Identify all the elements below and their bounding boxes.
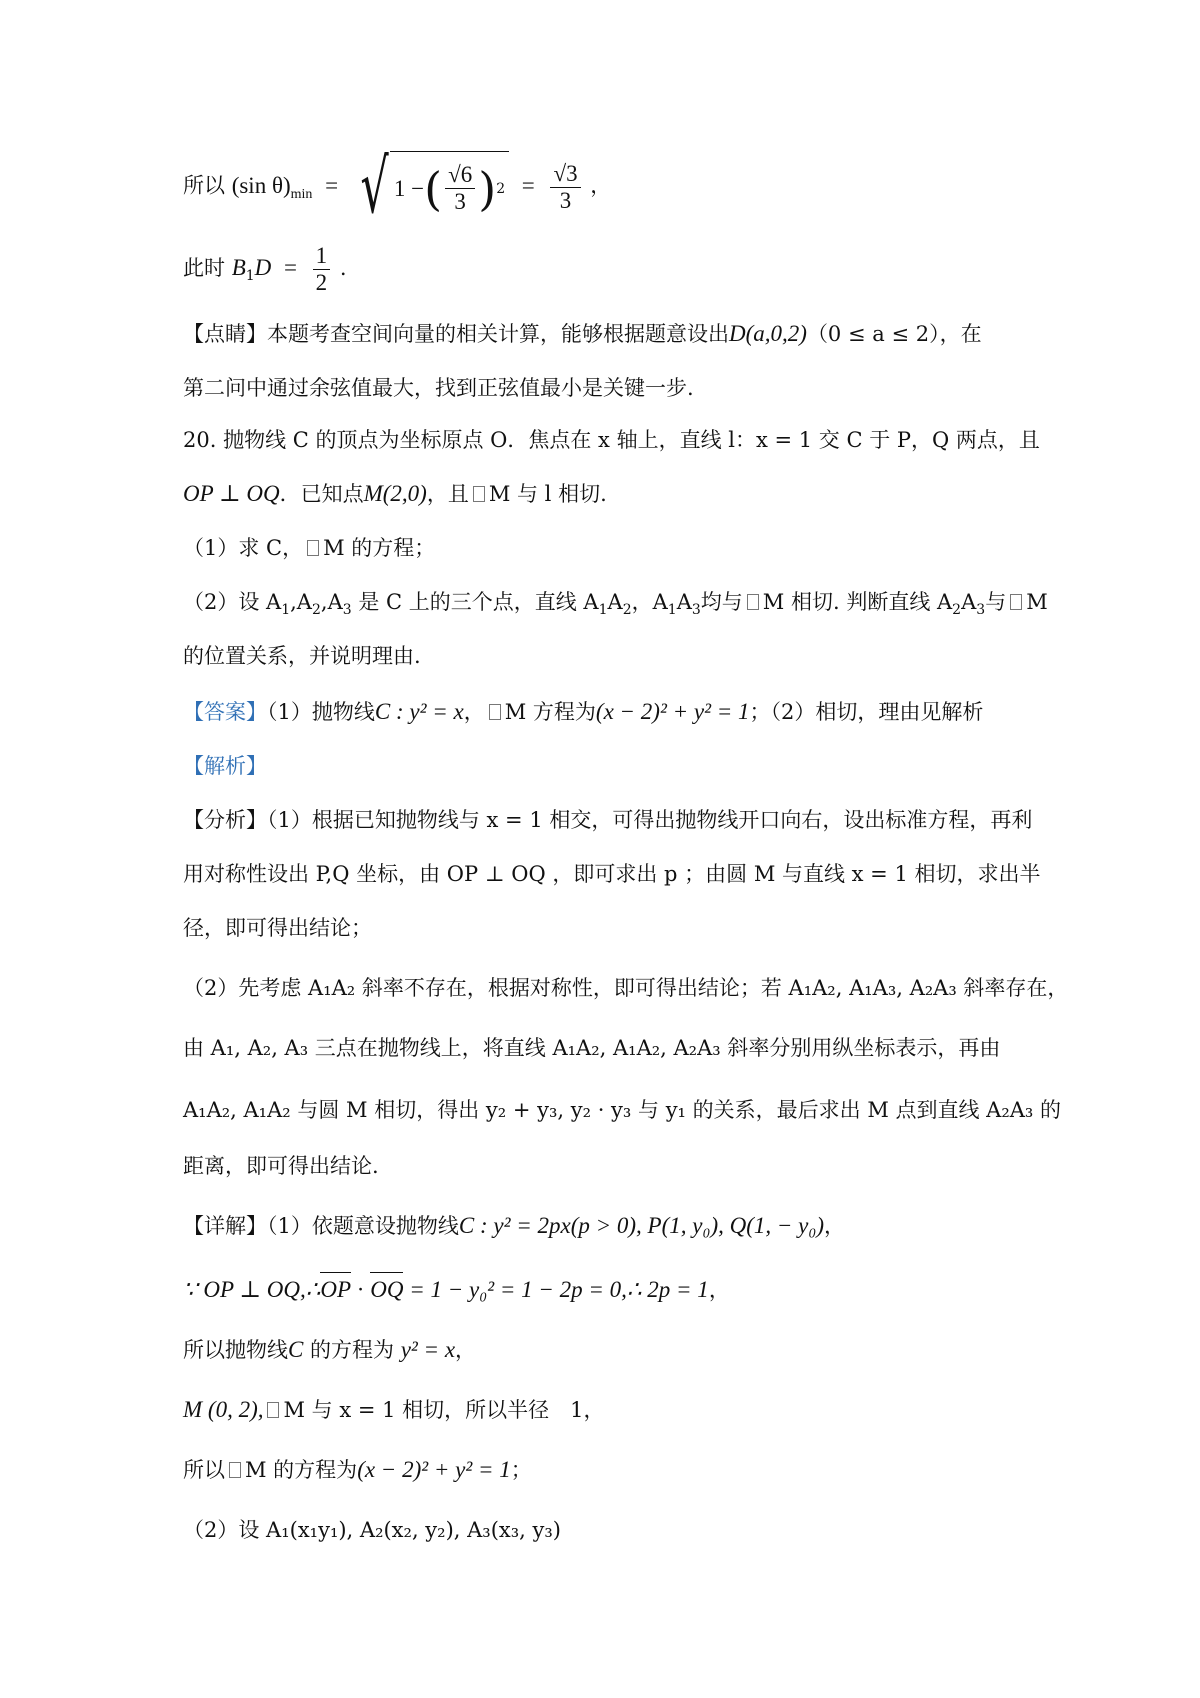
equals-sign-2: =: [521, 172, 535, 198]
text: 的位置关系，并说明理由.: [183, 644, 421, 668]
text: ，: [455, 1338, 477, 1362]
xiangjie-line3: [183, 1334, 476, 1366]
text: M 的方程为: [245, 1458, 358, 1482]
sub: 1: [667, 602, 677, 618]
text: A: [676, 590, 692, 614]
expr: ∵ OP ⊥ OQ,∴: [183, 1277, 321, 1302]
analysis-tag-line: [183, 750, 267, 782]
problem-20-q2-cont: [183, 640, 421, 672]
expr: = 1 − y₀² = 1 − 2p = 0,∴ 2p = 1: [403, 1277, 709, 1302]
text: 的方程为: [303, 1338, 401, 1362]
text: ,A: [290, 590, 312, 614]
equals-sign: =: [283, 255, 297, 280]
text: （2）先考虑 A₁A₂ 斜率不存在，根据对称性，即可得出结论；若 A₁A₂, A₁A₃, A₂A₃ 斜率存在，: [183, 976, 1069, 1000]
text: 用对称性设出 P,Q 坐标，由 OP ⊥ OQ ，即可求出 p ；由圆 M 与直线 x = 1 相切，求出半: [183, 862, 1041, 886]
expr-sin-theta: (sin $\theta)_{min}$: [231, 172, 313, 202]
text: M 方程为: [504, 700, 596, 724]
frac-sqrt3-3: $\frac{√3}{3}$: [550, 161, 580, 214]
text: （1）抛物线: [267, 700, 375, 724]
problem-20-line1: [183, 424, 1040, 456]
text: 由 A₁, A₂, A₃ 三点在抛物线上，将直线 A₁A₂, A₁A₂, A₂A₃ 斜率分别用纵坐标表示，再由: [183, 1036, 1001, 1060]
punct: .: [339, 256, 347, 280]
sub: 3: [976, 602, 986, 618]
text: ，在: [939, 322, 982, 346]
text: ；（2）相切，理由见解析: [749, 700, 984, 724]
text: ,A: [320, 590, 343, 614]
text: A₁A₂, A₁A₂ 与圆 M 相切，得出 y₂ + y₃, y₂ · y₃ 与 y₁ 的关系，最后求出 M 点到直线 A₂A₃ 的: [183, 1098, 1062, 1122]
text: A: [607, 590, 623, 614]
text: 所以抛物线: [183, 1338, 288, 1362]
fenxi-line5: [183, 1032, 1000, 1064]
sub: 2: [952, 602, 962, 618]
fenxi-line7: [183, 1150, 379, 1182]
text-label: 所以: [183, 173, 225, 198]
exponent: 2: [496, 180, 506, 197]
text: 是 C 上的三个点，直线 A: [351, 590, 599, 614]
text: ，: [463, 700, 485, 724]
text: M 与 x = 1 相切，所以半径 1，: [283, 1398, 605, 1422]
xiangjie-line4: [183, 1394, 605, 1426]
one-minus: 1 −: [393, 175, 425, 201]
text: A: [961, 590, 977, 614]
var-d: D: [254, 255, 272, 280]
point-m: M(2,0): [363, 481, 427, 506]
text: 距离，即可得出结论.: [183, 1154, 379, 1178]
eq-circle: (x − 2)² + y² = 1: [595, 699, 750, 724]
text: 20. 抛物线 C 的顶点为坐标原点 O．焦点在 x 轴上，直线 l：x = 1 交 C 于 P，Q 两点，且: [183, 428, 1040, 452]
xiangjie-line1: [183, 1210, 845, 1242]
text: 【分析】（1）根据已知抛物线与 x = 1 相交，可得出抛物线开口向右，设出标准方程，再利: [183, 808, 1033, 832]
dianjing-line2: [183, 372, 694, 404]
text: 【点睛】本题考查空间向量的相关计算，能够根据题意设出: [183, 322, 729, 346]
expr-d: D(a,0,2): [729, 321, 807, 346]
text: 所以: [183, 1458, 225, 1482]
text: 第二问中通过余弦值最大，找到正弦值最小是关键一步.: [183, 376, 694, 400]
fenxi-line3: [183, 912, 372, 944]
circle-symbol-icon: [229, 1462, 241, 1478]
text: （2）设 A₁(x₁y₁), A₂(x₂, y₂), A₃(x₃, y₃): [183, 1518, 561, 1542]
xiangjie-line6: [183, 1514, 561, 1546]
expr-op-oq: OP ⊥ OQ: [183, 481, 280, 506]
problem-20-q1: [183, 532, 435, 564]
var-c: C: [288, 1337, 304, 1362]
circle-symbol-icon: [747, 594, 759, 610]
expr: C : y² = 2px(p > 0), P(1, y₀), Q(1, − y₀): [458, 1213, 825, 1238]
text: （2）设 A: [183, 590, 282, 614]
formula-sin-min: [183, 144, 612, 230]
text: ，: [824, 1214, 846, 1238]
sub: 1: [245, 268, 255, 284]
text: 与: [985, 590, 1007, 614]
text: ，且: [426, 482, 469, 506]
vector-op: OP: [320, 1274, 351, 1306]
text: ，A: [631, 590, 668, 614]
analysis-tag: 【解析】: [183, 754, 267, 778]
expr: M (0, 2),: [183, 1397, 264, 1422]
expr: y² = x: [400, 1337, 456, 1362]
answer-line: [183, 696, 983, 728]
xiangjie-line5: [183, 1454, 532, 1486]
dianjing-line1: [183, 318, 982, 350]
text: M 相切. 判断直线 A: [762, 590, 953, 614]
text: （1）求 C，: [183, 536, 304, 560]
problem-20-q2: [183, 586, 1048, 626]
vector-oq: OQ: [370, 1274, 403, 1306]
answer-tag: 【答案】: [183, 700, 267, 724]
cond: （0 ≤ a ≤ 2）: [806, 322, 940, 346]
text: M: [1026, 590, 1048, 614]
text-label: 此时: [183, 256, 225, 280]
fenxi-line2: [183, 858, 1041, 890]
circle-symbol-icon: [1010, 594, 1022, 610]
expr: (x − 2)² + y² = 1: [357, 1457, 511, 1482]
var-b: B: [231, 255, 246, 280]
circle-symbol-icon: [489, 704, 501, 720]
sub: 3: [342, 602, 352, 618]
sub: 2: [311, 602, 321, 618]
circle-symbol-icon: [307, 540, 319, 556]
equals-sign: =: [325, 172, 339, 198]
big-sqrt: √ 1 − ( $\frac{√6}{3}$ ) 2: [351, 150, 509, 224]
sub: 1: [598, 602, 608, 618]
xiangjie-line2: [183, 1274, 730, 1306]
text: 【详解】（1）依题意设抛物线: [183, 1214, 459, 1238]
text: M 与 l 相切.: [488, 482, 607, 506]
punct: ，: [590, 173, 612, 198]
frac-half: $\frac{1}{2}$: [313, 243, 331, 296]
eq-parabola: C : y² = x: [374, 699, 464, 724]
circle-symbol-icon: [473, 486, 485, 502]
fenxi-line1: [183, 804, 1032, 836]
fenxi-line6: [183, 1094, 1061, 1126]
problem-20-line2: [183, 478, 607, 510]
sub: 2: [622, 602, 632, 618]
text: ．已知点: [279, 482, 364, 506]
sub: 1: [281, 602, 291, 618]
text: ，: [708, 1278, 730, 1302]
formula-b1d: [183, 240, 347, 304]
frac-sqrt6-3: $\frac{√6}{3}$: [445, 162, 475, 215]
fenxi-line4: [183, 972, 1068, 1004]
text: 径，即可得出结论；: [183, 916, 372, 940]
text: ；: [510, 1458, 532, 1482]
text: 均与: [700, 590, 743, 614]
circle-symbol-icon: [267, 1402, 279, 1418]
dot: ·: [351, 1277, 371, 1302]
sub: 3: [691, 602, 701, 618]
text: M 的方程；: [323, 536, 436, 560]
